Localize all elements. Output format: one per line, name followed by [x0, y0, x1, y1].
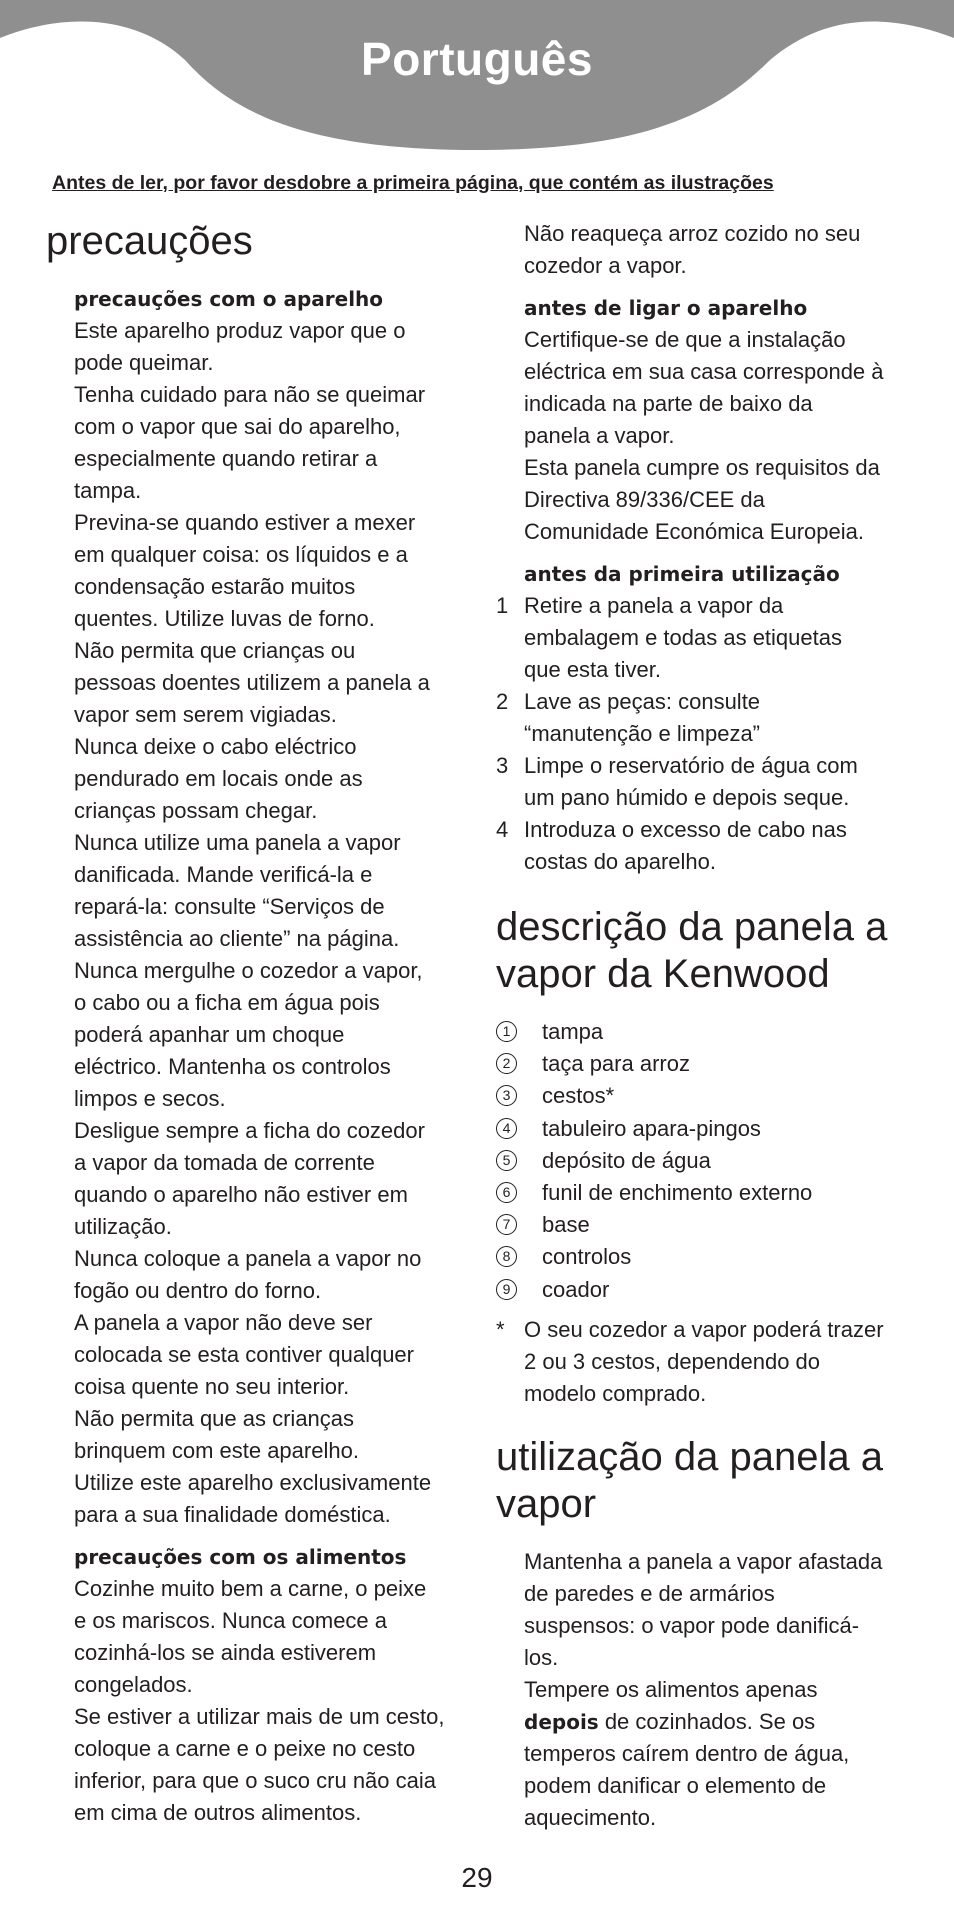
text-line: assistência ao cliente” na página. — [74, 926, 400, 951]
text-line: poderá apanhar um choque — [74, 1022, 345, 1047]
part-number-circle: 6 — [496, 1182, 517, 1203]
part-number-circle: 9 — [496, 1279, 517, 1300]
part-item — [496, 1048, 916, 1080]
parts-list — [496, 1016, 916, 1306]
part-item — [496, 1145, 916, 1177]
header-band — [0, 0, 954, 170]
text-line: Utilize este aparelho exclusivamente — [74, 1470, 432, 1495]
text-line: Desligue sempre a ficha do cozedor — [74, 1118, 425, 1143]
text-line: utilização. — [74, 1214, 172, 1239]
text-line: Mantenha a panela a vapor afastada — [524, 1548, 883, 1574]
text-line: pessoas doentes utilizem a panela a — [74, 670, 430, 695]
text-line: crianças possam chegar. — [74, 798, 318, 823]
step-text: Limpe o reservatório de água com — [524, 753, 858, 778]
text-line: los. — [524, 1644, 559, 1670]
step-text: que esta tiver. — [524, 657, 661, 682]
right-column — [496, 218, 916, 1834]
text-line: o cabo ou a ficha em água pois — [74, 990, 380, 1015]
text-line: coisa quente no seu interior. — [74, 1374, 350, 1399]
step-number: 3 — [496, 753, 509, 778]
text-line: Nunca deixe o cabo eléctrico — [74, 734, 357, 759]
text-line: colocada se esta contiver qualquer — [74, 1342, 414, 1367]
text-line: Nunca coloque a panela a vapor no — [74, 1246, 422, 1271]
text-line: limpos e secos. — [74, 1086, 226, 1111]
part-item — [496, 1177, 916, 1209]
text-line: de paredes e de armários — [524, 1580, 775, 1606]
text-line: tampa. — [74, 478, 142, 503]
first-use-steps — [496, 590, 916, 878]
text-line: indicada na parte de baixo da — [524, 391, 813, 416]
part-item — [496, 1016, 916, 1048]
text-line: com o vapor que sai do aparelho, — [74, 414, 401, 439]
text-line: Esta panela cumpre os requisitos da — [524, 455, 880, 480]
footnote-line: 2 ou 3 cestos, dependendo do — [524, 1348, 821, 1374]
section-title-using — [496, 1434, 916, 1528]
part-label: base — [542, 1212, 590, 1238]
part-label: controlos — [542, 1244, 632, 1270]
using-title-line-1: utilização da panela a — [496, 1434, 883, 1479]
text-line: cozedor a vapor. — [524, 253, 687, 278]
subheading-before-first-use: antes da primeira utilização — [524, 562, 840, 586]
text-line: Tempere os alimentos apenas — [524, 1676, 818, 1702]
part-label: tampa — [542, 1019, 604, 1044]
text-line: cozinhá-los se ainda estiverem — [74, 1640, 377, 1665]
step-number: 4 — [496, 817, 509, 842]
part-label: taça para arroz — [542, 1051, 690, 1077]
text-line: Cozinhe muito bem a carne, o peixe — [74, 1576, 427, 1601]
text-line: vapor sem serem vigiadas. — [74, 702, 337, 727]
text-line: pode queimar. — [74, 350, 214, 375]
step-number: 2 — [496, 689, 509, 714]
step-item — [496, 750, 916, 814]
text-line: quando o aparelho não estiver em — [74, 1182, 408, 1207]
step-text: costas do aparelho. — [524, 849, 717, 874]
text-line: danificada. Mande verificá-la e — [74, 862, 373, 887]
text-line: a vapor da tomada de corrente — [74, 1150, 375, 1175]
part-label: funil de enchimento externo — [542, 1180, 813, 1206]
footnote-line: modelo comprado. — [524, 1380, 707, 1406]
description-title-line-2: vapor da Kenwood — [496, 952, 830, 996]
text-line: para a sua finalidade doméstica. — [74, 1502, 391, 1527]
text-line: eléctrico. Mantenha os controlos — [74, 1054, 391, 1079]
text-line: Directiva 89/336/CEE da — [524, 487, 765, 512]
part-number-circle: 1 — [496, 1021, 517, 1042]
reading-notice: Antes de ler, por favor desdobre a primeira página, que contém as ilustrações — [52, 172, 774, 194]
part-number-circle: 5 — [496, 1150, 517, 1171]
text-line: quentes. Utilize luvas de forno. — [74, 606, 375, 631]
text-line: fogão ou dentro do forno. — [74, 1278, 322, 1303]
part-item — [496, 1209, 916, 1241]
using-title-line-2: vapor — [496, 1481, 597, 1526]
step-text: Retire a panela a vapor da — [524, 593, 784, 618]
footnote-asterisk: * — [496, 1316, 505, 1342]
part-label: coador — [542, 1276, 610, 1302]
text-line: pendurado em locais onde as — [74, 766, 363, 791]
food-precautions-text — [74, 1573, 466, 1829]
text-line: Tenha cuidado para não se queimar — [74, 382, 426, 407]
part-number-circle: 4 — [496, 1118, 517, 1139]
text-line: repará-la: consulte “Serviços de — [74, 894, 385, 919]
subheading-appliance-precautions: precauções com o aparelho — [74, 287, 384, 311]
text-line: e os mariscos. Nunca comece a — [74, 1608, 388, 1633]
step-text: embalagem e todas as etiquetas — [524, 625, 842, 650]
description-title-line-1: descrição da panela a — [496, 905, 888, 949]
part-label: cestos* — [542, 1083, 615, 1109]
part-label: tabuleiro apara-pingos — [542, 1115, 761, 1141]
step-text: um pano húmido e depois seque. — [524, 785, 850, 810]
text-line: Nunca utilize uma panela a vapor — [74, 830, 401, 855]
section-title-precautions: precauções — [46, 219, 253, 263]
footnote-line: O seu cozedor a vapor poderá trazer — [524, 1316, 884, 1342]
text-line: Este aparelho produz vapor que o — [74, 318, 406, 343]
part-item — [496, 1080, 916, 1112]
baskets-footnote — [496, 1314, 916, 1410]
text-line: panela a vapor. — [524, 423, 675, 448]
step-item — [496, 590, 916, 686]
section-title-description — [496, 904, 916, 998]
step-number: 1 — [496, 593, 509, 618]
part-number-circle: 7 — [496, 1214, 517, 1235]
before-switching-on-text — [524, 324, 916, 548]
text-line: aquecimento. — [524, 1804, 657, 1830]
part-item — [496, 1241, 916, 1273]
part-item — [496, 1274, 916, 1306]
page-number: 29 — [461, 1862, 493, 1893]
text-line: Nunca mergulhe o cozedor a vapor, — [74, 958, 423, 983]
step-text: “manutenção e limpeza” — [524, 721, 761, 746]
reheat-warning-text — [524, 218, 916, 282]
part-item — [496, 1113, 916, 1145]
using-text-lines — [524, 1546, 916, 1706]
text-line: Comunidade Económica Europeia. — [524, 519, 864, 544]
precautions-body — [46, 283, 466, 1829]
text-line: condensação estarão muitos — [74, 574, 356, 599]
using-text — [496, 1546, 916, 1834]
step-item — [496, 686, 916, 750]
text-line: suspensos: o vapor pode danificá- — [524, 1612, 860, 1638]
emphasis-depois: depois — [524, 1709, 599, 1734]
text-line: Se estiver a utilizar mais de um cesto, — [74, 1704, 445, 1729]
text-line: podem danificar o elemento de — [524, 1772, 827, 1798]
text-line: A panela a vapor não deve ser — [74, 1310, 373, 1335]
text-line: em qualquer coisa: os líquidos e a — [74, 542, 408, 567]
text-line: em cima de outros alimentos. — [74, 1800, 362, 1825]
text-line: eléctrica em sua casa corresponde à — [524, 359, 884, 384]
step-item — [496, 814, 916, 878]
text-line: brinquem com este aparelho. — [74, 1438, 359, 1463]
step-text: Introduza o excesso de cabo nas — [524, 817, 847, 842]
seasoning-line-rest: de cozinhados. Se os — [598, 1708, 816, 1734]
subheading-food-precautions: precauções com os alimentos — [74, 1545, 407, 1569]
text-line: Previna-se quando estiver a mexer — [74, 510, 416, 535]
reheat-warning — [496, 218, 916, 590]
text-line: coloque a carne e o peixe no cesto — [74, 1736, 416, 1761]
left-column — [46, 218, 466, 1829]
text-line: Não permita que crianças ou — [74, 638, 356, 663]
using-text-lines-after — [524, 1738, 916, 1834]
text-line: inferior, para que o suco cru não caia — [74, 1768, 437, 1793]
subheading-before-switching-on: antes de ligar o aparelho — [524, 296, 808, 320]
appliance-precautions-text — [74, 315, 466, 1531]
text-line: Não permita que as crianças — [74, 1406, 355, 1431]
text-line: especialmente quando retirar a — [74, 446, 378, 471]
step-text: Lave as peças: consulte — [524, 689, 761, 714]
part-number-circle: 3 — [496, 1085, 517, 1106]
text-line: Não reaqueça arroz cozido no seu — [524, 221, 861, 246]
part-number-circle: 2 — [496, 1053, 517, 1074]
page-title: Português — [361, 33, 593, 85]
text-line: Certifique-se de que a instalação — [524, 327, 846, 352]
text-line: congelados. — [74, 1672, 193, 1697]
seasoning-line — [524, 1706, 916, 1738]
part-number-circle: 8 — [496, 1246, 517, 1267]
part-label: depósito de água — [542, 1147, 711, 1173]
text-line: temperos caírem dentro de água, — [524, 1740, 850, 1766]
